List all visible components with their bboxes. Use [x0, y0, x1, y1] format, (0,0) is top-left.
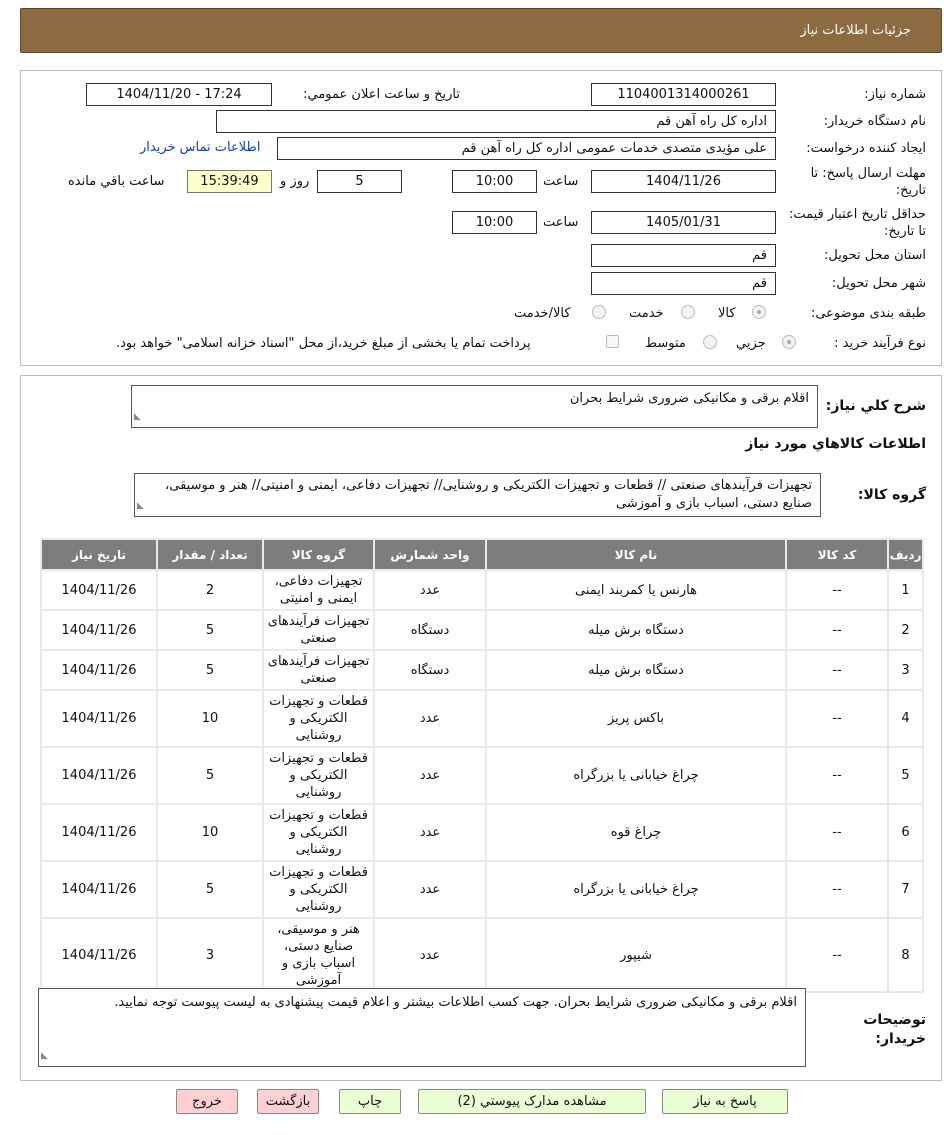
announce-datetime-label: تاریخ و ساعت اعلان عمومي: [303, 87, 460, 102]
days-label: روز و [280, 174, 310, 189]
price-validity-label: حداقل تاریخ اعتبار قیمت: تا تاریخ: [788, 207, 926, 239]
summary-textarea[interactable] [131, 385, 818, 428]
cell-item-name: چراغ قوه [487, 805, 785, 860]
reply-time-label: ساعت [543, 174, 579, 189]
cell-quantity: 5 [158, 651, 262, 689]
cell-unit: عدد [375, 919, 485, 991]
cell-row-number: 6 [889, 805, 922, 860]
process-option-medium: متوسط [645, 336, 686, 351]
goods-group-text: تجهیزات فرآیندهای صنعتی // قطعات و تجهیزات الکتریکی و روشنایی// تجهیزات دفاعی، ایمنی و امنیتی// هنر و موسیقی، صنایع دستی، اسباب بازی و آموزشی [165, 478, 812, 511]
cell-item-name: شیپور [487, 919, 785, 991]
view-attachments-button[interactable]: مشاهده مدارک پیوستي (2) [418, 1089, 646, 1114]
buyer-notes-textarea[interactable] [38, 988, 806, 1067]
cell-unit: دستگاه [375, 651, 485, 689]
cell-row-number: 3 [889, 651, 922, 689]
cell-item-name: باکس پریز [487, 691, 785, 746]
requester-field: علی مؤیدی متصدی خدمات عمومی اداره کل راه آهن قم [277, 137, 776, 160]
cell-item-code: -- [787, 611, 887, 649]
cell-unit: دستگاه [375, 611, 485, 649]
cell-item-group: تجهیزات دفاعی، ایمنی و امنیتی [264, 571, 373, 609]
buyer-org-field: اداره کل راه آهن قم [216, 110, 776, 133]
cell-item-code: -- [787, 571, 887, 609]
cell-item-group: قطعات و تجهیزات الکتریکی و روشنایی [264, 691, 373, 746]
province-label: استان محل تحویل: [824, 248, 926, 263]
city-label: شهر محل تحویل: [831, 276, 926, 291]
remaining-hours-label: ساعت باقي مانده [68, 174, 165, 189]
goods-group-label: گروه کالا: [857, 487, 926, 503]
cell-item-group: تجهیزات فرآیندهای صنعتی [264, 651, 373, 689]
cell-item-code: -- [787, 862, 887, 917]
table-row [42, 805, 922, 860]
goods-info-heading: اطلاعات کالاهاي مورد نیاز [745, 436, 926, 452]
category-option-service: خدمت [629, 306, 664, 321]
header-need-date: تاریخ نیاز [42, 540, 156, 569]
cell-row-number: 2 [889, 611, 922, 649]
resize-grip-icon[interactable]: ◢ [137, 501, 144, 511]
cell-need-date: 1404/11/26 [42, 571, 156, 609]
cell-need-date: 1404/11/26 [42, 691, 156, 746]
requester-label: ایجاد کننده درخواست: [806, 141, 926, 156]
cell-item-name: هارنس یا کمربند ایمنی [487, 571, 785, 609]
cell-item-code: -- [787, 748, 887, 803]
table-row [42, 919, 922, 991]
category-option-goods: کالا [718, 306, 736, 321]
cell-unit: عدد [375, 862, 485, 917]
process-radio-minor[interactable] [782, 335, 796, 349]
cell-quantity: 2 [158, 571, 262, 609]
cell-quantity: 3 [158, 919, 262, 991]
cell-row-number: 7 [889, 862, 922, 917]
cell-quantity: 5 [158, 748, 262, 803]
validity-time-field: 10:00 [452, 211, 537, 234]
cell-quantity: 5 [158, 611, 262, 649]
buyer-contact-link[interactable]: اطلاعات تماس خریدار [140, 140, 261, 155]
cell-need-date: 1404/11/26 [42, 862, 156, 917]
treasury-payment-checkbox[interactable] [606, 335, 619, 348]
cell-quantity: 10 [158, 691, 262, 746]
process-option-minor: جزیي [736, 336, 766, 351]
days-left-field: 5 [317, 170, 402, 193]
validity-time-label: ساعت [543, 215, 579, 230]
table-row [42, 651, 922, 689]
cell-unit: عدد [375, 571, 485, 609]
cell-row-number: 4 [889, 691, 922, 746]
reply-date-field: 1404/11/26 [591, 170, 776, 193]
cell-unit: عدد [375, 748, 485, 803]
category-radio-service[interactable] [681, 305, 695, 319]
page-title: جزئیات اطلاعات نیاز [800, 23, 911, 38]
header-item-code: کد کالا [787, 540, 887, 569]
table-row [42, 611, 922, 649]
table-row [42, 571, 922, 609]
cell-unit: عدد [375, 691, 485, 746]
table-row [42, 691, 922, 746]
cell-unit: عدد [375, 805, 485, 860]
cell-item-code: -- [787, 651, 887, 689]
summary-label: شرح کلي نیاز: [825, 398, 926, 414]
header-item-name: نام کالا [487, 540, 785, 569]
category-radio-goods-service[interactable] [592, 305, 606, 319]
cell-item-group: تجهیزات فرآیندهای صنعتی [264, 611, 373, 649]
reply-deadline-label: مهلت ارسال پاسخ: تا تاریخ: [810, 166, 926, 198]
province-field: قم [591, 244, 776, 267]
cell-need-date: 1404/11/26 [42, 919, 156, 991]
back-button[interactable]: بازگشت [257, 1089, 319, 1114]
cell-item-group: هنر و موسیقی، صنایع دستی، اسباب بازی و آموزشی [264, 919, 373, 991]
cell-row-number: 5 [889, 748, 922, 803]
header-unit: واحد شمارش [375, 540, 485, 569]
table-header-row [42, 540, 922, 569]
table-row [42, 862, 922, 917]
goods-table [40, 538, 924, 993]
cell-item-group: قطعات و تجهیزات الکتریکی و روشنایی [264, 805, 373, 860]
countdown-timer: 15:39:49 [187, 170, 272, 193]
reply-time-field: 10:00 [452, 170, 537, 193]
cell-item-name: چراغ خیابانی یا بزرگراه [487, 862, 785, 917]
process-radio-medium[interactable] [703, 335, 717, 349]
category-option-goods-service: کالا/خدمت [514, 306, 571, 321]
summary-text: اقلام برقی و مکانیکی ضروری شرایط بحران [569, 391, 809, 406]
category-label: طبقه بندی موضوعی: [810, 306, 926, 321]
reply-to-need-button[interactable]: پاسخ به نیاز [662, 1089, 788, 1114]
category-radio-goods[interactable] [752, 305, 766, 319]
goods-group-textarea[interactable] [134, 473, 821, 517]
exit-button[interactable]: خروج [176, 1089, 238, 1114]
treasury-payment-note: پرداخت تمام یا بخشی از مبلغ خرید،از محل "اسناد خزانه اسلامی" خواهد بود. [116, 336, 531, 351]
cell-need-date: 1404/11/26 [42, 651, 156, 689]
cell-item-name: دستگاه برش میله [487, 611, 785, 649]
buyer-notes-text: اقلام برقی و مکانیکی ضروری شرایط بحران. جهت کسب اطلاعات بیشتر و اعلام قیمت پیشنهادی به لیست پیوست توجه نمایید. [114, 995, 797, 1010]
process-type-label: نوع فرآیند خرید : [834, 336, 926, 351]
validity-date-field: 1405/01/31 [591, 211, 776, 234]
buyer-notes-label: توضیحات خریدار: [863, 1012, 926, 1047]
header-quantity: تعداد / مقدار [158, 540, 262, 569]
announce-datetime-field: 1404/11/20 - 17:24 [86, 83, 272, 106]
cell-item-group: قطعات و تجهیزات الکتریکی و روشنایی [264, 748, 373, 803]
need-number-label: شماره نیاز: [864, 87, 926, 102]
cell-item-code: -- [787, 691, 887, 746]
cell-quantity: 5 [158, 862, 262, 917]
header-row-number: ردیف [889, 540, 922, 569]
page-header [20, 8, 942, 53]
cell-item-group: قطعات و تجهیزات الکتریکی و روشنایی [264, 862, 373, 917]
table-row [42, 748, 922, 803]
cell-item-name: دستگاه برش میله [487, 651, 785, 689]
resize-grip-icon[interactable]: ◢ [134, 412, 141, 422]
resize-grip-icon[interactable]: ◢ [41, 1051, 48, 1061]
cell-item-code: -- [787, 805, 887, 860]
cell-item-name: چراغ خیابانی یا بزرگراه [487, 748, 785, 803]
cell-item-code: -- [787, 919, 887, 991]
cell-need-date: 1404/11/26 [42, 611, 156, 649]
header-item-group: گروه کالا [264, 540, 373, 569]
cell-need-date: 1404/11/26 [42, 748, 156, 803]
cell-need-date: 1404/11/26 [42, 805, 156, 860]
cell-row-number: 8 [889, 919, 922, 991]
need-number-field: 1104001314000261 [591, 83, 776, 106]
cell-row-number: 1 [889, 571, 922, 609]
city-field: قم [591, 272, 776, 295]
cell-quantity: 10 [158, 805, 262, 860]
buyer-org-label: نام دستگاه خریدار: [823, 114, 926, 129]
print-button[interactable]: چاپ [339, 1089, 401, 1114]
